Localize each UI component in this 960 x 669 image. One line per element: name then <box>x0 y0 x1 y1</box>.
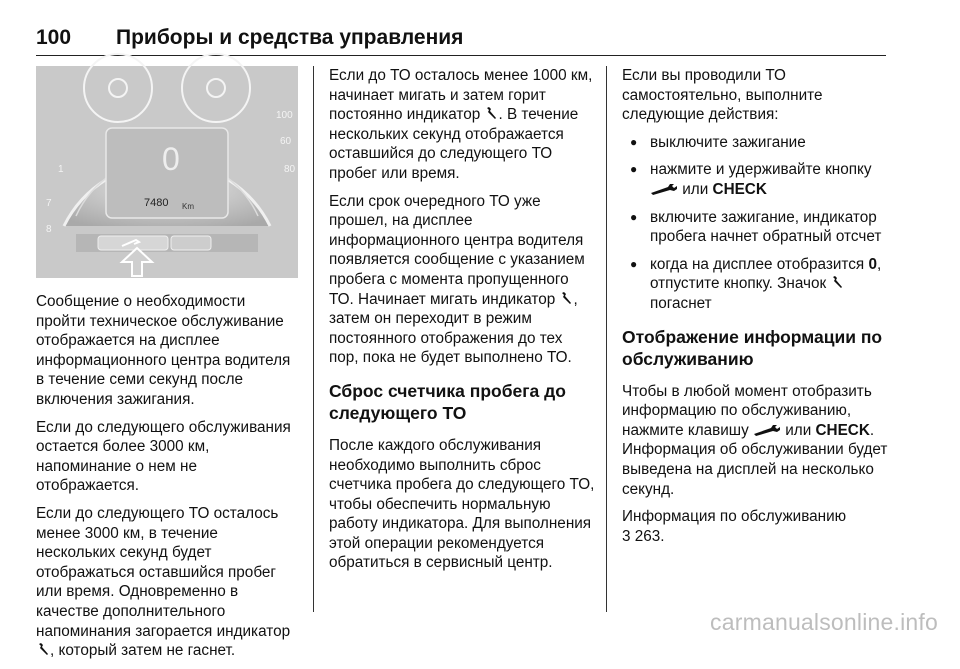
paragraph: Чтобы в любой момент отобразить информацию по обслуживанию, нажмите клавишу или CHECK. Информация об обслуживании будет выведена на дисплей на несколько секунд. <box>622 382 888 498</box>
page-reference[interactable]: 3 263. <box>622 527 665 545</box>
service-wrench-icon <box>559 292 573 306</box>
list-item: ● выключите зажигание <box>622 133 892 153</box>
paragraph: Информация по обслуживанию 3 263. <box>622 508 847 545</box>
steps-list <box>622 133 892 314</box>
page-title: Приборы и средства управления <box>116 26 464 49</box>
section-heading: Сброс счетчика пробега до следующего ТО <box>329 380 566 423</box>
column-2 <box>329 66 595 581</box>
gauge-tick: 100 <box>276 110 293 121</box>
gauge-tick: 1 <box>58 164 64 175</box>
check-label: CHECK <box>712 180 767 198</box>
column-divider <box>606 66 607 612</box>
paragraph: Если срок очередного ТО уже прошел, на дисплее информационного центра водителя появляется сообщение с указанием пробега с момента пропущенного ТО. Начинает мигать индикатор , затем он переходит в режим постоянного отображения до тех пор, пока не будет выполнено ТО. <box>329 192 585 367</box>
wrench-button-icon <box>650 183 678 195</box>
paragraph: Если до следующего обслуживания остается более 3000 км, напоминание о нем не отображается. <box>36 418 291 495</box>
cluster-button-wrench <box>98 236 168 250</box>
speed-readout: 0 <box>162 141 180 177</box>
wrench-button-icon <box>753 424 781 436</box>
service-wrench-icon <box>36 643 50 657</box>
paragraph: Если вы проводили ТО самостоятельно, выполните следующие действия: <box>622 67 823 124</box>
service-wrench-icon <box>830 276 844 290</box>
odometer-unit: Km <box>182 202 194 211</box>
paragraph: Если до ТО осталось менее 1000 км, начинает мигать и затем горит постоянно индикатор . В течение нескольких секунд отображается оставшийся до следующего ТО пробег или время. <box>329 67 593 182</box>
odometer-readout: 7480 <box>144 197 169 209</box>
paragraph: Сообщение о необходимости пройти техническое обслуживание отображается на дисплее информационного центра водителя в течение семи секунд после включения зажигания. <box>36 293 291 408</box>
column-3 <box>622 66 892 554</box>
cluster-button <box>171 236 211 250</box>
paragraph: Если до следующего ТО осталось менее 3000 км, в течение нескольких секунд будет отображаться оставшийся пробег или время. Одновременно в качестве дополнительного напоминания загорается индикатор , который затем не гаснет. <box>36 504 291 660</box>
list-item: ● включите зажигание, индикатор пробега начнет обратный отсчет <box>622 208 892 247</box>
paragraph: После каждого обслуживания необходимо выполнить сброс счетчика пробега до следующего ТО, чтобы обеспечить нормальную работу индикатора. Для выполнения этой операции рекомендуется обратиться в сервисный центр. <box>329 436 595 572</box>
gauge-tick: 80 <box>284 164 296 175</box>
gauge-tick: 7 <box>46 198 52 209</box>
check-label: CHECK <box>815 421 870 439</box>
list-item: ● нажмите и удерживайте кнопку или CHECK <box>622 160 892 199</box>
service-wrench-icon <box>484 107 498 121</box>
section-heading: Отображение информации по обслуживанию <box>622 326 883 369</box>
column-divider <box>313 66 314 612</box>
gauge-tick: 8 <box>46 224 52 235</box>
column-1 <box>36 66 298 669</box>
page-number: 100 <box>36 26 72 49</box>
watermark: carmanualsonline.info <box>710 609 938 635</box>
list-item: ● когда на дисплее отобразится 0, отпустите кнопку. Значок погаснет <box>622 255 892 314</box>
page-header <box>36 26 886 56</box>
instrument-cluster-figure <box>36 66 298 278</box>
gauge-tick: 60 <box>280 136 292 147</box>
